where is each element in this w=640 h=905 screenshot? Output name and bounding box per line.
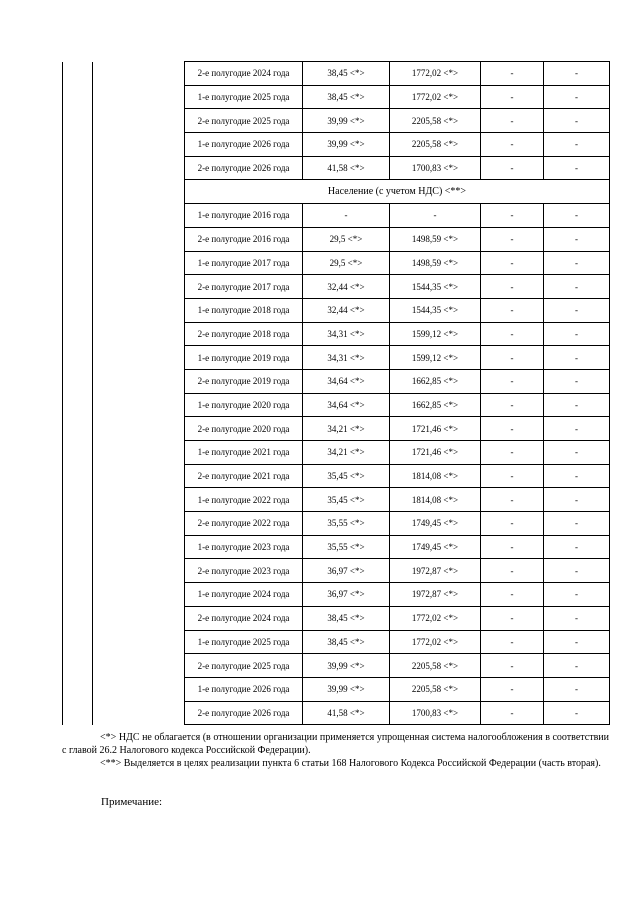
table-row — [63, 62, 610, 86]
table-row — [63, 583, 610, 607]
value-cell: 1814,08 <*> — [390, 488, 481, 512]
value-cell: - — [544, 369, 610, 393]
value-cell: 1662,85 <*> — [390, 393, 481, 417]
value-cell: - — [544, 512, 610, 536]
table-row — [63, 630, 610, 654]
table-row — [63, 512, 610, 536]
merged-cell — [63, 322, 93, 346]
value-cell: - — [544, 583, 610, 607]
period-cell: 2-е полугодие 2016 года — [185, 227, 303, 251]
table-row — [63, 677, 610, 701]
tariff-table — [62, 61, 610, 725]
value-cell: - — [481, 677, 544, 701]
merged-cell — [93, 630, 185, 654]
value-cell: - — [481, 109, 544, 133]
value-cell: - — [481, 535, 544, 559]
merged-cell — [63, 559, 93, 583]
merged-cell — [63, 251, 93, 275]
value-cell: - — [544, 393, 610, 417]
period-cell: 2-е полугодие 2021 года — [185, 464, 303, 488]
merged-cell — [93, 369, 185, 393]
merged-cell — [93, 251, 185, 275]
merged-cell — [63, 535, 93, 559]
value-cell: 34,64 <*> — [303, 393, 390, 417]
merged-cell — [63, 393, 93, 417]
merged-cell — [93, 512, 185, 536]
table-row — [63, 606, 610, 630]
value-cell: - — [481, 369, 544, 393]
value-cell: - — [544, 488, 610, 512]
value-cell: - — [481, 204, 544, 228]
value-cell: 1599,12 <*> — [390, 322, 481, 346]
merged-cell — [63, 275, 93, 299]
value-cell: - — [481, 417, 544, 441]
merged-cell — [63, 583, 93, 607]
merged-cell — [93, 227, 185, 251]
merged-cell — [63, 701, 93, 725]
value-cell: 2205,58 <*> — [390, 677, 481, 701]
value-cell: 36,97 <*> — [303, 583, 390, 607]
value-cell: - — [481, 512, 544, 536]
value-cell: - — [481, 156, 544, 180]
value-cell: 1814,08 <*> — [390, 464, 481, 488]
value-cell: 39,99 <*> — [303, 654, 390, 678]
table-row — [63, 133, 610, 157]
value-cell: - — [303, 204, 390, 228]
merged-cell — [63, 227, 93, 251]
merged-cell — [93, 204, 185, 228]
merged-cell — [93, 701, 185, 725]
table-row — [63, 488, 610, 512]
value-cell: - — [481, 251, 544, 275]
merged-cell — [63, 180, 93, 204]
merged-cell — [63, 133, 93, 157]
value-cell: 32,44 <*> — [303, 298, 390, 322]
value-cell: - — [544, 275, 610, 299]
value-cell: 1498,59 <*> — [390, 227, 481, 251]
table-row — [63, 393, 610, 417]
value-cell: - — [544, 322, 610, 346]
value-cell: 1972,87 <*> — [390, 559, 481, 583]
merged-cell — [93, 488, 185, 512]
period-cell: 1-е полугодие 2024 года — [185, 583, 303, 607]
merged-cell — [93, 654, 185, 678]
value-cell: - — [481, 701, 544, 725]
merged-cell — [63, 62, 93, 86]
merged-cell — [93, 417, 185, 441]
value-cell: 1662,85 <*> — [390, 369, 481, 393]
value-cell: - — [544, 227, 610, 251]
value-cell: 1772,02 <*> — [390, 62, 481, 86]
merged-cell — [63, 654, 93, 678]
merged-cell — [93, 85, 185, 109]
value-cell: - — [481, 393, 544, 417]
period-cell: 2-е полугодие 2019 года — [185, 369, 303, 393]
merged-cell — [93, 393, 185, 417]
value-cell: - — [481, 654, 544, 678]
period-cell: 2-е полугодие 2018 года — [185, 322, 303, 346]
table-row — [63, 227, 610, 251]
table-row — [63, 156, 610, 180]
period-cell: 2-е полугодие 2022 года — [185, 512, 303, 536]
value-cell: - — [481, 62, 544, 86]
period-cell: 1-е полугодие 2026 года — [185, 677, 303, 701]
value-cell: 38,45 <*> — [303, 606, 390, 630]
table-row — [63, 346, 610, 370]
period-cell: 2-е полугодие 2026 года — [185, 156, 303, 180]
period-cell: 1-е полугодие 2019 года — [185, 346, 303, 370]
merged-cell — [63, 630, 93, 654]
value-cell: 1700,83 <*> — [390, 156, 481, 180]
value-cell: 34,21 <*> — [303, 417, 390, 441]
period-cell: 2-е полугодие 2024 года — [185, 606, 303, 630]
remark-label: Примечание: — [101, 796, 163, 808]
period-cell: 1-е полугодие 2021 года — [185, 441, 303, 465]
period-cell: 1-е полугодие 2025 года — [185, 630, 303, 654]
table-row — [63, 275, 610, 299]
merged-cell — [93, 133, 185, 157]
value-cell: 35,45 <*> — [303, 464, 390, 488]
merged-cell — [93, 535, 185, 559]
value-cell: - — [544, 298, 610, 322]
merged-cell — [63, 346, 93, 370]
merged-cell — [93, 464, 185, 488]
section-row — [63, 180, 610, 204]
table-row — [63, 701, 610, 725]
value-cell: 36,97 <*> — [303, 559, 390, 583]
value-cell: - — [544, 109, 610, 133]
merged-cell — [63, 441, 93, 465]
value-cell: 1498,59 <*> — [390, 251, 481, 275]
value-cell: 2205,58 <*> — [390, 133, 481, 157]
value-cell: - — [481, 441, 544, 465]
merged-cell — [93, 559, 185, 583]
value-cell: 2205,58 <*> — [390, 109, 481, 133]
value-cell: 1749,45 <*> — [390, 512, 481, 536]
table-row — [63, 204, 610, 228]
value-cell: - — [481, 464, 544, 488]
value-cell: - — [481, 227, 544, 251]
value-cell: 29,5 <*> — [303, 251, 390, 275]
value-cell: - — [481, 322, 544, 346]
value-cell: 34,31 <*> — [303, 322, 390, 346]
value-cell: 39,99 <*> — [303, 677, 390, 701]
merged-cell — [93, 441, 185, 465]
value-cell: 1544,35 <*> — [390, 275, 481, 299]
merged-cell — [63, 512, 93, 536]
table-row — [63, 109, 610, 133]
value-cell: - — [544, 464, 610, 488]
footnote-vat-exempt: <*> НДС не облагается (в отношении организации применяется упрощенная система налогообложения в соответствии с главой 26.2 Налогового кодекса Российской Федерации). — [62, 732, 609, 756]
period-cell: 1-е полугодие 2017 года — [185, 251, 303, 275]
merged-cell — [93, 275, 185, 299]
period-cell: 2-е полугодие 2024 года — [185, 62, 303, 86]
value-cell: - — [481, 488, 544, 512]
value-cell: 39,99 <*> — [303, 109, 390, 133]
table-row — [63, 322, 610, 346]
table-row — [63, 654, 610, 678]
value-cell: - — [544, 441, 610, 465]
merged-cell — [93, 677, 185, 701]
value-cell: 34,31 <*> — [303, 346, 390, 370]
period-cell: 2-е полугодие 2017 года — [185, 275, 303, 299]
merged-cell — [93, 109, 185, 133]
value-cell: 38,45 <*> — [303, 85, 390, 109]
value-cell: - — [544, 133, 610, 157]
value-cell: - — [481, 85, 544, 109]
value-cell: 32,44 <*> — [303, 275, 390, 299]
table-row — [63, 559, 610, 583]
table-row — [63, 441, 610, 465]
merged-cell — [63, 369, 93, 393]
value-cell: - — [544, 62, 610, 86]
value-cell: - — [544, 701, 610, 725]
value-cell: 39,99 <*> — [303, 133, 390, 157]
value-cell: - — [544, 559, 610, 583]
value-cell: - — [544, 677, 610, 701]
footnote-vat-allocated: <**> Выделяется в целях реализации пункта 6 статьи 168 Налогового Кодекса Российской Федерации (часть вторая). — [100, 758, 601, 769]
value-cell: 1749,45 <*> — [390, 535, 481, 559]
value-cell: 1544,35 <*> — [390, 298, 481, 322]
value-cell: - — [481, 606, 544, 630]
value-cell: - — [544, 606, 610, 630]
period-cell: 1-е полугодие 2020 года — [185, 393, 303, 417]
value-cell: - — [544, 417, 610, 441]
value-cell: 29,5 <*> — [303, 227, 390, 251]
merged-cell — [93, 322, 185, 346]
merged-cell — [93, 180, 185, 204]
section-title: Население (с учетом НДС) <**> — [185, 180, 610, 204]
value-cell: 1972,87 <*> — [390, 583, 481, 607]
table-row — [63, 417, 610, 441]
value-cell: 35,55 <*> — [303, 535, 390, 559]
value-cell: 1772,02 <*> — [390, 630, 481, 654]
period-cell: 1-е полугодие 2026 года — [185, 133, 303, 157]
value-cell: - — [544, 535, 610, 559]
value-cell: 38,45 <*> — [303, 62, 390, 86]
merged-cell — [63, 488, 93, 512]
merged-cell — [93, 298, 185, 322]
period-cell: 1-е полугодие 2016 года — [185, 204, 303, 228]
table-row — [63, 85, 610, 109]
period-cell: 2-е полугодие 2023 года — [185, 559, 303, 583]
value-cell: 2205,58 <*> — [390, 654, 481, 678]
value-cell: - — [481, 559, 544, 583]
period-cell: 2-е полугодие 2020 года — [185, 417, 303, 441]
merged-cell — [93, 156, 185, 180]
value-cell: 1772,02 <*> — [390, 606, 481, 630]
value-cell: 34,64 <*> — [303, 369, 390, 393]
value-cell: - — [544, 654, 610, 678]
value-cell: - — [544, 251, 610, 275]
merged-cell — [63, 109, 93, 133]
value-cell: - — [481, 133, 544, 157]
value-cell: 35,55 <*> — [303, 512, 390, 536]
period-cell: 1-е полугодие 2023 года — [185, 535, 303, 559]
value-cell: 1700,83 <*> — [390, 701, 481, 725]
table-row — [63, 464, 610, 488]
value-cell: - — [481, 630, 544, 654]
period-cell: 1-е полугодие 2018 года — [185, 298, 303, 322]
merged-cell — [63, 156, 93, 180]
merged-cell — [93, 606, 185, 630]
value-cell: 1599,12 <*> — [390, 346, 481, 370]
merged-cell — [63, 677, 93, 701]
value-cell: - — [481, 298, 544, 322]
merged-cell — [63, 606, 93, 630]
merged-cell — [63, 204, 93, 228]
merged-cell — [93, 346, 185, 370]
table-row — [63, 369, 610, 393]
value-cell: - — [481, 583, 544, 607]
table-row — [63, 298, 610, 322]
period-cell: 1-е полугодие 2025 года — [185, 85, 303, 109]
value-cell: 1721,46 <*> — [390, 417, 481, 441]
value-cell: - — [544, 85, 610, 109]
value-cell: - — [544, 156, 610, 180]
value-cell: 1721,46 <*> — [390, 441, 481, 465]
merged-cell — [63, 85, 93, 109]
value-cell: - — [390, 204, 481, 228]
period-cell: 2-е полугодие 2025 года — [185, 654, 303, 678]
merged-cell — [93, 583, 185, 607]
period-cell: 2-е полугодие 2026 года — [185, 701, 303, 725]
value-cell: 35,45 <*> — [303, 488, 390, 512]
period-cell: 1-е полугодие 2022 года — [185, 488, 303, 512]
value-cell: - — [544, 204, 610, 228]
merged-cell — [63, 417, 93, 441]
table-row — [63, 535, 610, 559]
footnotes — [62, 731, 609, 770]
period-cell: 2-е полугодие 2025 года — [185, 109, 303, 133]
value-cell: 41,58 <*> — [303, 156, 390, 180]
value-cell: 38,45 <*> — [303, 630, 390, 654]
value-cell: - — [481, 275, 544, 299]
value-cell: 41,58 <*> — [303, 701, 390, 725]
merged-cell — [93, 62, 185, 86]
value-cell: - — [544, 346, 610, 370]
value-cell: 1772,02 <*> — [390, 85, 481, 109]
table-row — [63, 251, 610, 275]
value-cell: - — [481, 346, 544, 370]
merged-cell — [63, 298, 93, 322]
merged-cell — [63, 464, 93, 488]
value-cell: - — [544, 630, 610, 654]
value-cell: 34,21 <*> — [303, 441, 390, 465]
